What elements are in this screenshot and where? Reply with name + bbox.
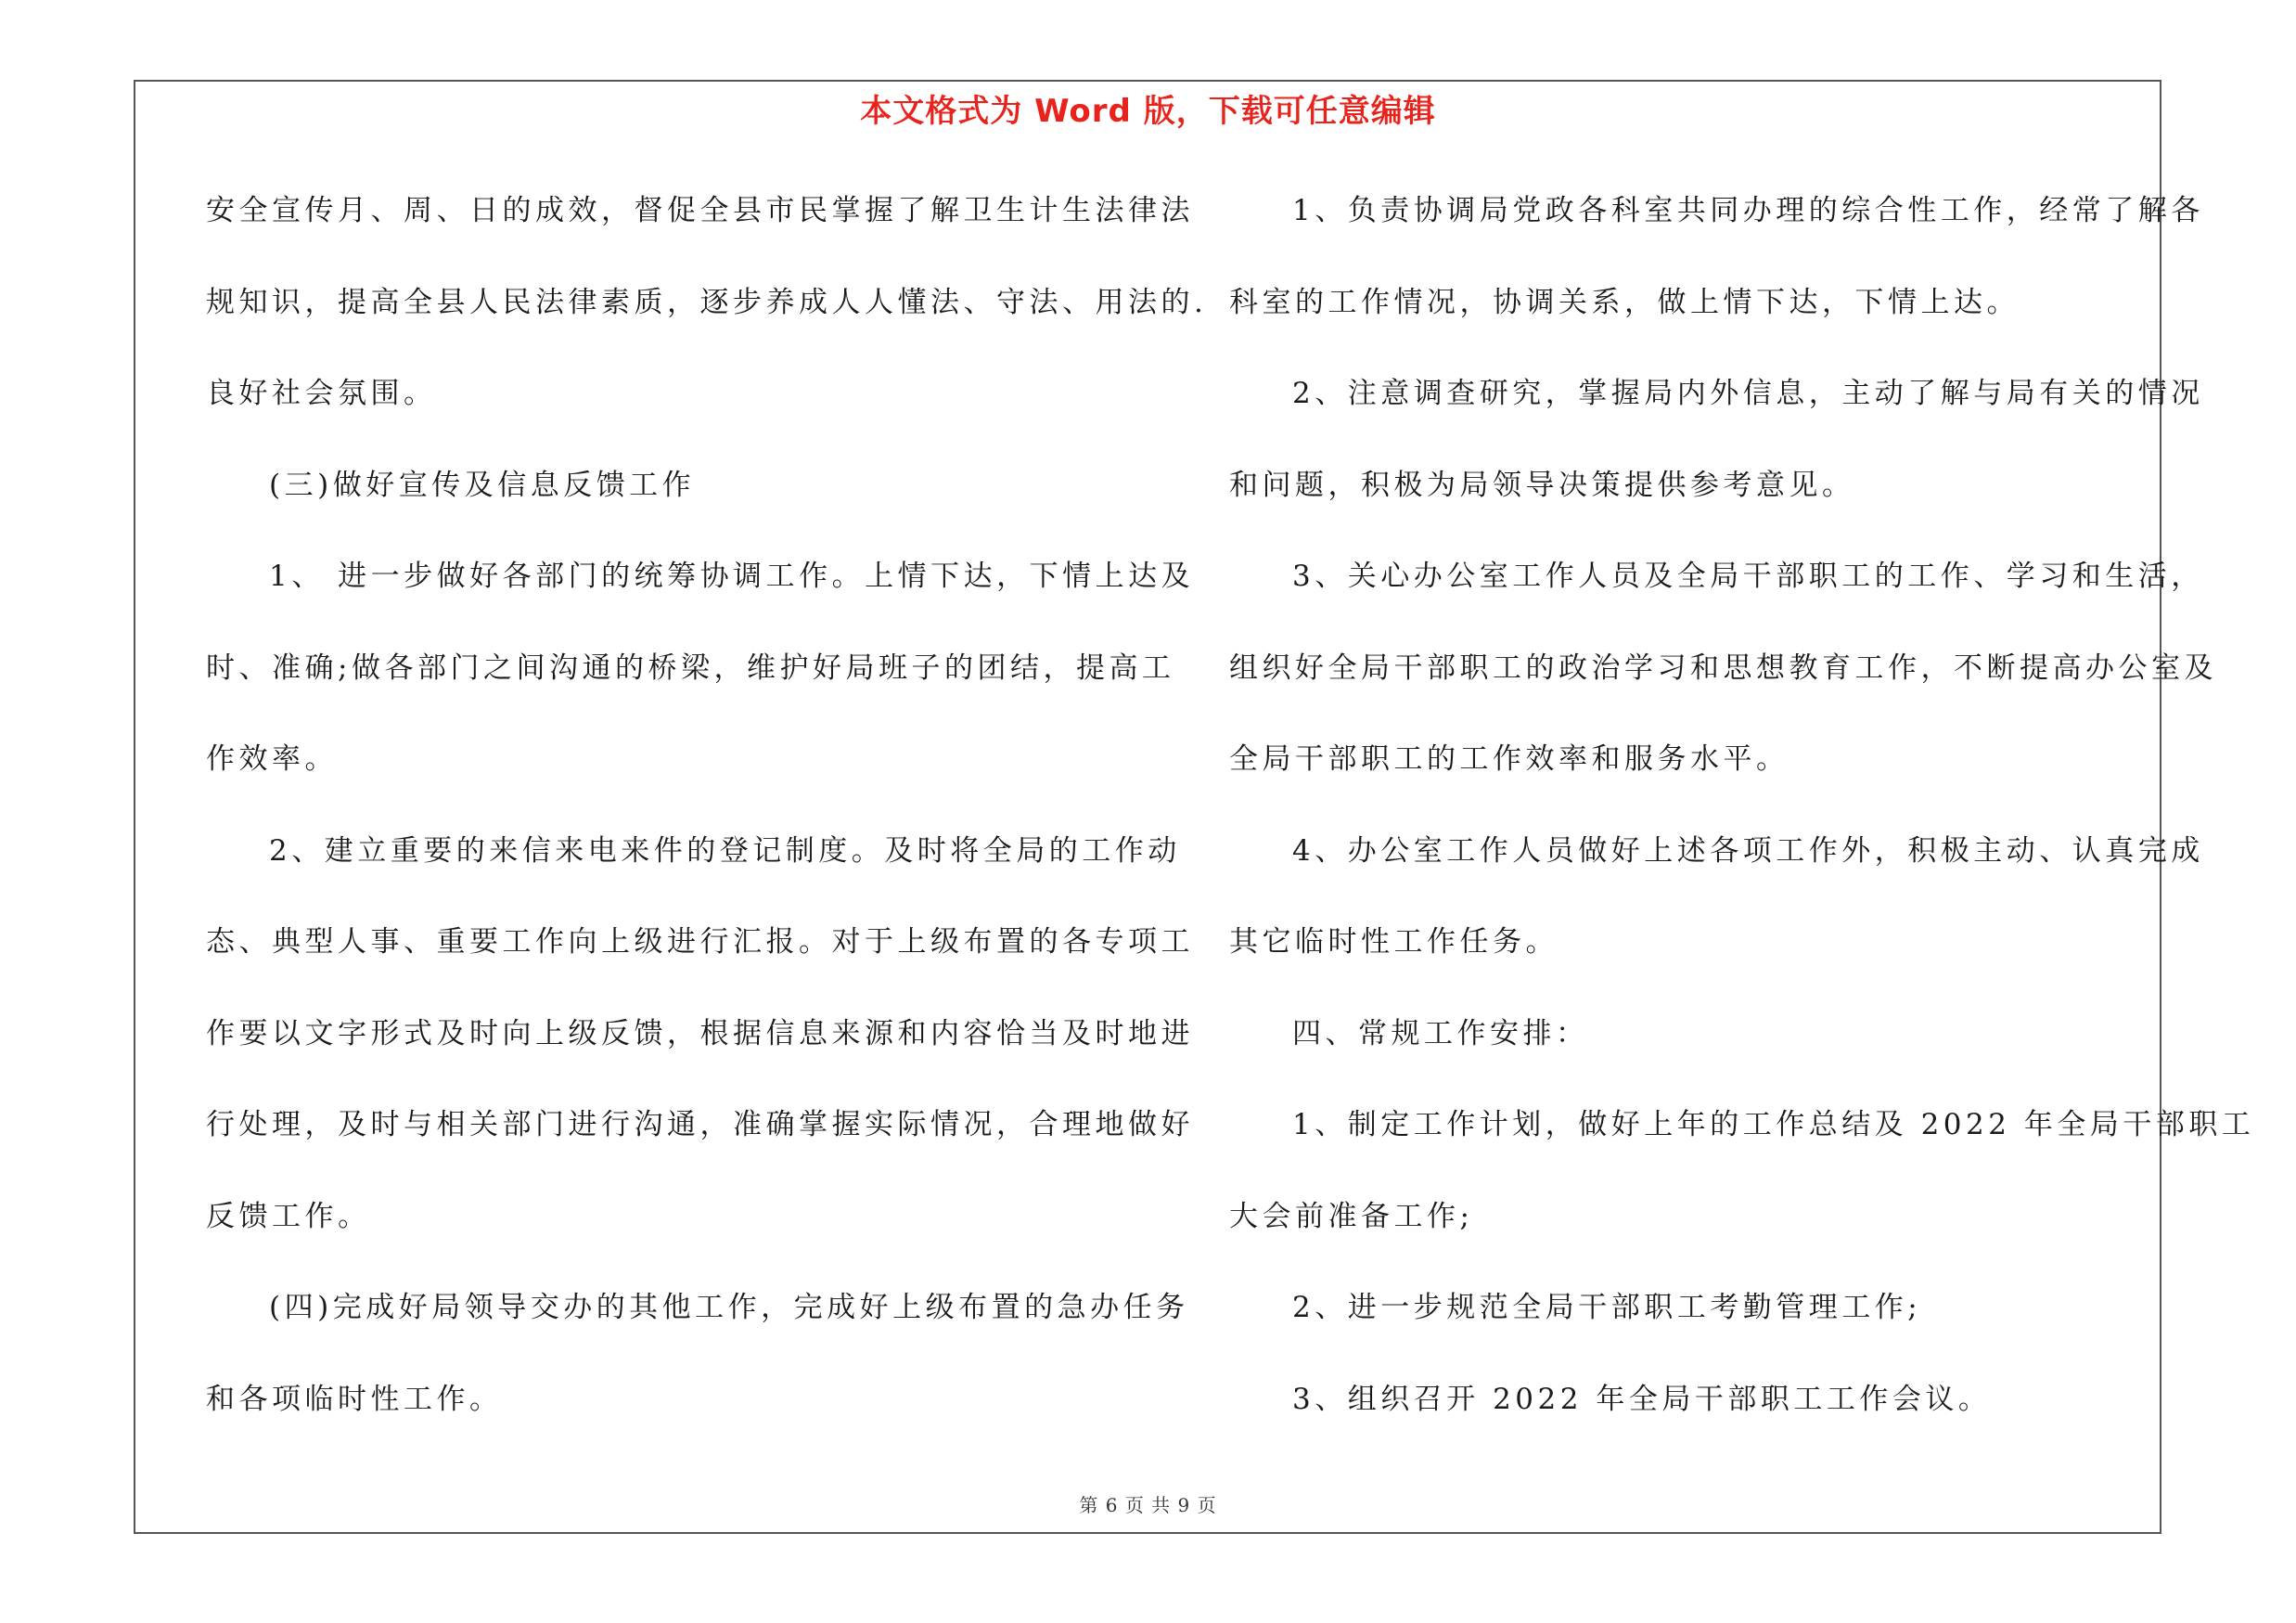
text-line: 良好社会氛围。	[206, 377, 437, 410]
paragraph-start: 3、组织召开 2022 年全局干部职工工作会议。	[1292, 1382, 1992, 1416]
paragraph-start: 1、 进一步做好各部门的统筹协调工作。上情下达，下情上达及	[269, 560, 1195, 593]
text-line: 大会前准备工作;	[1229, 1199, 1474, 1233]
left-text-column	[206, 181, 1208, 1461]
page-number: 第 6 页 共 9 页	[1079, 1494, 1217, 1516]
text-line: 规知识，提高全县人民法律素质，逐步养成人人懂法、守法、用法的.	[206, 285, 1208, 319]
section-heading: (三)做好宣传及信息反馈工作	[269, 468, 696, 502]
section-heading: 四、常规工作安排：	[1292, 1016, 1589, 1050]
text-line: 全局干部职工的工作效率和服务水平。	[1229, 742, 1789, 776]
text-line: 时、准确;做各部门之间沟通的桥梁，维护好局班子的团结，提高工	[206, 650, 1175, 685]
text-line: 组织好全局干部职工的政治学习和思想教育工作，不断提高办公室及	[1229, 650, 2217, 685]
text-line: 行处理，及时与相关部门进行沟通，准确掌握实际情况，合理地做好	[206, 1108, 1194, 1141]
paragraph-start: 2、注意调查研究，掌握局内外信息，主动了解与局有关的情况	[1292, 377, 2204, 410]
text-line: 反馈工作。	[206, 1199, 371, 1233]
paragraph-start: 2、建立重要的来信来电来件的登记制度。及时将全局的工作动	[269, 833, 1181, 868]
text-line: 作要以文字形式及时向上级反馈，根据信息来源和内容恰当及时地进	[206, 1016, 1194, 1050]
text-line: 科室的工作情况，协调关系，做上情下达，下情上达。	[1229, 285, 2020, 319]
text-line: 态、典型人事、重要工作向上级进行汇报。对于上级布置的各专项工	[206, 925, 1194, 959]
paragraph-start: 1、制定工作计划，做好上年的工作总结及 2022 年全局干部职工	[1292, 1108, 2255, 1141]
text-line: 作效率。	[206, 742, 338, 776]
paragraph-start: 4、办公室工作人员做好上述各项工作外，积极主动、认真完成	[1292, 833, 2204, 868]
text-line: 和各项临时性工作。	[206, 1382, 503, 1416]
right-text-column	[1229, 181, 2255, 1461]
text-line: 安全宣传月、周、日的成效，督促全县市民掌握了解卫生计生法律法	[206, 194, 1194, 227]
paragraph-start: 1、负责协调局党政各科室共同办理的综合性工作，经常了解各	[1292, 194, 2204, 227]
text-line: 其它临时性工作任务。	[1229, 925, 1558, 959]
paragraph-start: 2、进一步规范全局干部职工考勤管理工作;	[1292, 1291, 1922, 1324]
section-heading: (四)完成好局领导交办的其他工作，完成好上级布置的急办任务	[269, 1291, 1189, 1324]
word-format-banner: 本文格式为 Word 版，下载可任意编辑	[860, 93, 1436, 130]
paragraph-start: 3、关心办公室工作人员及全局干部职工的工作、学习和生活，	[1292, 560, 2204, 593]
text-line: 和问题，积极为局领导决策提供参考意见。	[1229, 468, 1855, 502]
